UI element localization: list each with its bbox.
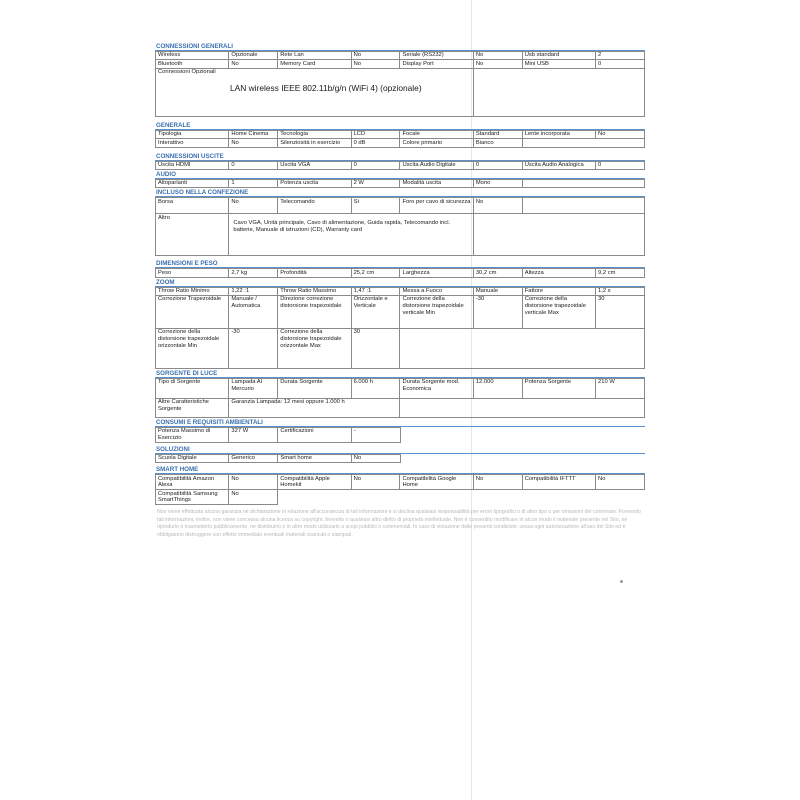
empty-cell <box>400 399 645 418</box>
spec-table <box>155 268 645 277</box>
disclaimer-text: Non viene effettuata alcuna garanzia né dichiarazione in relazione all'accuratezza di tali informazioni e si declina qualsiasi responsabilità per errori tipografici o di altro tipo o per omissioni del contenuto. Fornendo tali informazioni, inoltre, non viene concessa alcuna licenza su copyright, brevetto o qualsiasi altro diritto di proprietà intellettuale. Non è consentito modificare in alcun modo il materiale presente nel Sito, né riprodurlo o trasmetterlo pubblicamente, ne distribuirlo o in altro modo utilizzarlo a scopi pubblici o commerciali. In caso di violazione delle presenti condizioni, cessa ogni autorizzazione all'uso del Sito ed è obbligatorio distruggere con effetto immediato eventuali materiali scaricati o stampati. <box>157 509 641 539</box>
spec-label: Potenza Massimo di Esercizio <box>156 428 229 443</box>
section-title: INCLUSO NELLA CONFEZIONE <box>155 188 645 197</box>
spec-value: 0 <box>351 161 400 169</box>
spec-label: Correzione della distorsione trapezoidale verticale Max <box>522 296 595 329</box>
spec-label: Tipo di Sorgente <box>156 379 229 399</box>
spec-sheet <box>155 42 645 540</box>
empty-cell <box>522 198 644 214</box>
spec-label: Compatibilità Amazon Alexa <box>156 475 229 490</box>
spec-label: Potenza uscita <box>278 179 351 187</box>
spec-label: Usb standard <box>522 52 595 60</box>
spec-label: Telecomando <box>278 198 351 214</box>
spec-label: Modalità uscita <box>400 179 473 187</box>
spec-label: Altro <box>156 214 229 256</box>
spec-label: Certificazioni <box>278 428 351 443</box>
section-soluzioni <box>155 445 645 463</box>
spec-label: Altezza <box>522 269 595 277</box>
table-row <box>156 60 645 68</box>
spec-value: Garanzia Lampada: 12 mesi oppure 1.000 h <box>229 399 400 418</box>
spec-value: No <box>229 139 278 147</box>
spec-table <box>155 130 645 148</box>
table-row <box>156 428 646 443</box>
spec-label: Seriale (RS232) <box>400 52 473 60</box>
spec-label: Correzione della distorsione trapezoidale orizzontale Max <box>278 329 351 369</box>
spec-table <box>155 474 645 505</box>
table-row <box>156 139 645 147</box>
spec-table <box>155 378 645 418</box>
spec-value: 30,2 cm <box>473 269 522 277</box>
spec-label: Tecnologia <box>278 130 351 138</box>
spec-table <box>155 197 645 256</box>
spec-value: 0 <box>473 161 522 169</box>
spec-value: No <box>351 475 400 490</box>
spec-table <box>155 179 645 188</box>
spec-value: Standard <box>473 130 522 138</box>
spec-value: -30 <box>473 296 522 329</box>
table-row <box>156 52 645 60</box>
section-title: AUDIO <box>155 170 645 179</box>
spec-label: Correzione della distorsione trapezoidale verticale Min <box>400 296 473 329</box>
spec-value: Opzionale <box>229 52 278 60</box>
spec-value: 1,2 x <box>596 287 645 295</box>
spec-value: No <box>473 475 522 490</box>
table-row <box>156 490 645 505</box>
section-audio <box>155 170 645 188</box>
spec-value: 2,7 kg <box>229 269 278 277</box>
spec-label: Rete Lan <box>278 52 351 60</box>
spec-value: No <box>229 490 278 505</box>
spec-label: Potenza Sorgente <box>522 379 595 399</box>
spec-value: Cavo VGA, Unità principale, Cavo di alimentazione, Guida rapida, Telecomando incl. batterie, Manuale di istruzioni (CD), Warranty card <box>229 214 473 256</box>
spec-label: Compatibilità Google Home <box>400 475 473 490</box>
empty-cell <box>400 428 645 443</box>
table-row <box>156 198 645 214</box>
spec-value: No <box>351 454 400 462</box>
section-dimensioni <box>155 259 645 277</box>
spec-value: Lampada Al Mercurio <box>229 379 278 399</box>
table-row <box>156 399 645 418</box>
spec-value: No <box>473 52 522 60</box>
spec-value: 12.000 <box>473 379 522 399</box>
spec-label: Uscita Audio Analogica <box>522 161 595 169</box>
spec-label: Correzione Trapezoidale <box>156 296 229 329</box>
table-row <box>156 379 645 399</box>
section-title: DIMENSIONI E PESO <box>155 259 645 268</box>
spec-label: Profondità <box>278 269 351 277</box>
table-row <box>156 130 645 138</box>
spec-label: Direzione correzione distorsione trapezoidale <box>278 296 351 329</box>
spec-label: Durata Sorgente <box>278 379 351 399</box>
section-connessioni-uscite <box>155 152 645 170</box>
section-zoom <box>155 278 645 369</box>
spec-label: Compatibilità IFTTT <box>522 475 595 490</box>
spec-label: Bluetooth <box>156 60 229 68</box>
spec-value: No <box>351 60 400 68</box>
spec-label: Foro per cavo di sicurezza <box>400 198 473 214</box>
spec-label: Interattivo <box>156 139 229 147</box>
table-row <box>156 68 645 116</box>
spec-value: 327 W <box>229 428 278 443</box>
empty-cell <box>473 214 644 256</box>
spec-value: - <box>351 428 400 443</box>
section-title: GENERALE <box>155 121 645 130</box>
section-title: SORGENTE DI LUCE <box>155 369 645 378</box>
spec-label: Compatibilità Samsung SmartThings <box>156 490 229 505</box>
table-row <box>156 179 645 187</box>
spec-label: Mini USB <box>522 60 595 68</box>
table-row <box>156 329 645 369</box>
spec-value: 0 <box>596 60 645 68</box>
section-sorgente <box>155 369 645 418</box>
spec-label: Altre Caratteristiche Sorgente <box>156 399 229 418</box>
spec-value: 6.000 h <box>351 379 400 399</box>
spec-table <box>155 287 645 369</box>
spec-table <box>155 161 645 170</box>
spec-value: 2 <box>596 52 645 60</box>
empty-cell <box>400 454 645 462</box>
spec-value: No <box>229 60 278 68</box>
spec-value: No <box>229 198 278 214</box>
spec-table <box>155 51 645 117</box>
spec-label: Fattore <box>522 287 595 295</box>
table-row <box>156 161 645 169</box>
spec-value: 0 dB <box>351 139 400 147</box>
spec-value: LCD <box>351 130 400 138</box>
empty-cell <box>522 179 644 187</box>
spec-value: No <box>229 475 278 490</box>
spec-value: 25,2 cm <box>351 269 400 277</box>
spec-value: No <box>596 475 645 490</box>
section-smart-home <box>155 465 645 505</box>
empty-cell <box>400 329 645 369</box>
spec-value: -30 <box>229 329 278 369</box>
section-incluso <box>155 188 645 256</box>
section-generale <box>155 121 645 148</box>
scan-speck <box>620 580 623 583</box>
spec-value: 2 W <box>351 179 400 187</box>
spec-label: Wireless <box>156 52 229 60</box>
spec-label: Uscita VGA <box>278 161 351 169</box>
spec-label: Peso <box>156 269 229 277</box>
optional-connections-value: LAN wireless IEEE 802.11b/g/n (WiFi 4) (opzionale) <box>230 82 422 93</box>
spec-value: Mono <box>473 179 522 187</box>
table-row <box>156 269 645 277</box>
spec-value: Manuale <box>473 287 522 295</box>
spec-table <box>155 454 645 463</box>
spec-value: No <box>351 52 400 60</box>
section-title: SOLUZIONI <box>155 445 645 454</box>
spec-value: 210 W <box>596 379 645 399</box>
spec-value: Manuale / Automatica <box>229 296 278 329</box>
spec-value: 1 <box>229 179 278 187</box>
spec-label: Compatibilità Apple Homekit <box>278 475 351 490</box>
table-row <box>156 454 646 462</box>
optional-connections-cell <box>156 68 474 116</box>
spec-label: Altoparlanti <box>156 179 229 187</box>
spec-label: Borsa <box>156 198 229 214</box>
spec-label: Durata Sorgente mod. Economica <box>400 379 473 399</box>
table-row <box>156 287 645 295</box>
spec-value: 1,22 :1 <box>229 287 278 295</box>
spec-label: Correzione della distorsione trapezoidale orizzontale Min <box>156 329 229 369</box>
spec-label: Uscita Audio Digitale <box>400 161 473 169</box>
spec-value: 30 <box>596 296 645 329</box>
spec-value: No <box>473 198 522 214</box>
spec-value: No <box>596 130 645 138</box>
section-connessioni-generali <box>155 42 645 117</box>
spec-label: Messa a Fuoco <box>400 287 473 295</box>
spec-value: Bianco <box>473 139 522 147</box>
spec-label: Silenziosità in esercizio <box>278 139 351 147</box>
empty-cell <box>278 490 645 505</box>
spec-label: Throw Ratio Minimo <box>156 287 229 295</box>
spec-value: 30 <box>351 329 400 369</box>
spec-label: Smart home <box>278 454 351 462</box>
section-title: SMART HOME <box>155 465 645 474</box>
section-title: CONSUMI E REQUISITI AMBIENTALI <box>155 418 645 427</box>
spec-value: 9,2 cm <box>596 269 645 277</box>
spec-value: Home Cinema <box>229 130 278 138</box>
section-title: CONNESSIONI USCITE <box>155 152 645 161</box>
spec-label: Tipologia <box>156 130 229 138</box>
spec-value: Sì <box>351 198 400 214</box>
spec-label: Display Port <box>400 60 473 68</box>
table-row <box>156 475 645 490</box>
spec-label: Colore primario <box>400 139 473 147</box>
spec-label: Lente incorporata <box>522 130 595 138</box>
spec-label: Focale <box>400 130 473 138</box>
spec-value: Generico <box>229 454 278 462</box>
spec-label: Connessioni Opzionali <box>158 69 216 76</box>
spec-label: Scuola Digitale <box>156 454 229 462</box>
spec-value: No <box>473 60 522 68</box>
spec-value: 0 <box>596 161 645 169</box>
spec-label: Memory Card <box>278 60 351 68</box>
spec-value: 1,47 :1 <box>351 287 400 295</box>
section-consumi <box>155 418 645 443</box>
spec-label: Larghezza <box>400 269 473 277</box>
empty-cell <box>473 68 644 116</box>
empty-cell <box>522 139 644 147</box>
spec-label: Uscita HDMI <box>156 161 229 169</box>
spec-value: Orizzontale e Verticale <box>351 296 400 329</box>
spec-label: Throw Ratio Massimo <box>278 287 351 295</box>
section-title: ZOOM <box>155 278 645 287</box>
table-row <box>156 214 645 256</box>
spec-value: 0 <box>229 161 278 169</box>
table-row <box>156 296 645 329</box>
section-title: CONNESSIONI GENERALI <box>155 42 645 51</box>
spec-table <box>155 427 645 443</box>
